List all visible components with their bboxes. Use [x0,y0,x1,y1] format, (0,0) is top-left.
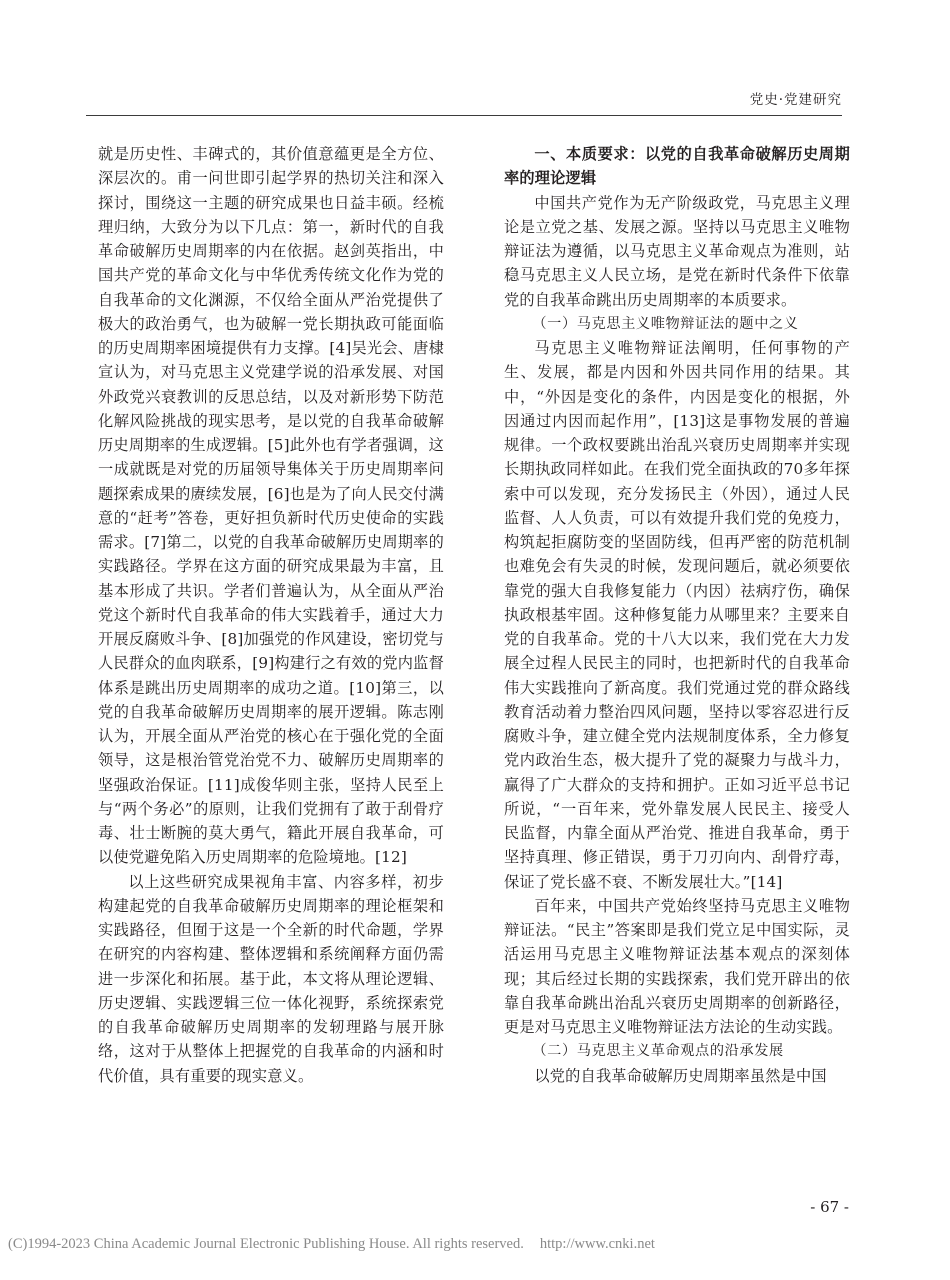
left-column [98,142,444,1088]
left-paragraph-2: 以上这些研究成果视角丰富、内容多样，初步构建起党的自我革命破解历史周期率的理论框架和实践路径，但囿于这是一个全新的时代命题，学界在研究的内容构建、整体逻辑和系统阐释方面仍需进一步深化和拓展。基于此，本文将从理论逻辑、历史逻辑、实践逻辑三位一体化视野，系统探索党的自我革命破解历史周期率的发轫理路与展开脉络，这对于从整体上把握党的自我革命的内涵和时代价值，具有重要的现实意义。 [98,872,444,1085]
copyright-footer [8,1236,655,1253]
website-link[interactable]: http://www.cnki.net [539,1236,655,1252]
copyright-text: (C)1994-2023 China Academic Journal Electronic Publishing House. All rights reserved. [8,1236,524,1252]
header-rule [86,115,842,116]
right-paragraph-3: 百年来，中国共产党始终坚持马克思主义唯物辩证法。“民主”答案即是我们党立足中国实际，灵活运用马克思主义唯物辩证法基本观点的深刻体现；其后经过长期的实践探索，我们党开辟出的依靠自我革命跳出治乱兴衰历史周期率的创新路径，更是对马克思主义唯物辩证法方法论的生动实践。 [504,896,850,1036]
right-paragraph-1: 中国共产党作为无产阶级政党，马克思主义理论是立党之基、发展之源。坚持以马克思主义唯物辩证法为遵循，以马克思主义革命观点为准则，站稳马克思主义人民立场，是党在新时代条件下依靠党的自我革命跳出历史周期率的本质要求。 [504,193,850,309]
right-paragraph-2: 马克思主义唯物辩证法阐明，任何事物的产生、发展，都是内因和外因共同作用的结果。其中，“外因是变化的条件，内因是变化的根据，外因通过内因而起作用”，[13]这是事物发展的普遍规律。一个政权要跳出治乱兴衰历史周期率并实现长期执政同样如此。在我们党全面执政的70多年探索中可以发现，充分发扬民主（外因），通过人民监督、人人负责，可以有效提升我们党的免疫力，构筑起拒腐防变的坚固防线，但再严密的防范机制也难免会有失灵的时候，发现问题后，就必须要依靠党的强大自我修复能力（内因）祛病疗伤，确保执政根基牢固。这种修复能力从哪里来？主要来自党的自我革命。党的十八大以来，我们党在大力发展全过程人民民主的同时，也把新时代的自我革命伟大实践推向了新高度。我们党通过党的群众路线教育活动着力整治四风问题，坚持以零容忍进行反腐败斗争，建立健全党内法规制度体系，全力修复党内政治生态，极大提升了党的凝聚力与战斗力，赢得了广大群众的支持和拥护。正如习近平总书记所说，“一百年来，党外靠发展人民民主、接受人民监督，内靠全面从严治党、推进自我革命，勇于坚持真理、修正错误，勇于刀刃向内、刮骨疗毒，保证了党长盛不衰、不断发展壮大。”[14] [504,339,850,891]
running-head: 党史·党建研究 [749,92,842,108]
left-paragraph-1: 就是历史性、丰碑式的，其价值意蕴更是全方位、深层次的。甫一问世即引起学界的热切关注和深入探讨，围绕这一主题的研究成果也日益丰硕。经梳理归纳，大致分为以下几点：第一，新时代的自我革命破解历史周期率的内在依据。赵剑英指出，中国共产党的革命文化与中华优秀传统文化作为党的自我革命的文化渊源，不仅给全面从严治党提供了极大的政治勇气，也为破解一党长期执政可能面临的历史周期率困境提供有力支撑。[4]吴光会、唐棣宣认为，对马克思主义党建学说的沿承发展、对国外政党兴衰教训的反思总结，以及对新形势下防范化解风险挑战的现实思考，是以党的自我革命破解历史周期率的生成逻辑。[5]此外也有学者强调，这一成就既是对党的历届领导集体关于历史周期率问题探索成果的赓续发展，[6]也是为了向人民交付满意的“赶考”答卷，更好担负新时代历史使命的实践需求。[7]第二，以党的自我革命破解历史周期率的实践路径。学界在这方面的研究成果最为丰富，且基本形成了共识。学者们普遍认为，从全面从严治党这个新时代自我革命的伟大实践着手，通过大力开展反腐败斗争、[8]加强党的作风建设，密切党与人民群众的血肉联系，[9]构建行之有效的党内监督体系是跳出历史周期率的成功之道。[10]第三，以党的自我革命破解历史周期率的展开逻辑。陈志刚认为，开展全面从严治党的核心在于强化党的全面领导，这是根治管党治党不力、破解历史周期率的坚强政治保证。[11]成俊华则主张，坚持人民至上与“两个务必”的原则，让我们党拥有了敢于刮骨疗毒、壮士断腕的莫大勇气，籍此开展自我革命，可以使党避免陷入历史周期率的危险境地。[12] [98,145,444,867]
subsection-heading-2: （二）马克思主义革命观点的沿承发展 [532,1043,784,1060]
right-paragraph-4: 以党的自我革命破解历史周期率虽然是中国 [534,1066,827,1085]
page-number: - 67 - [810,1198,849,1216]
section-heading-1: 一、本质要求：以党的自我革命破解历史周期率的理论逻辑 [504,145,850,188]
right-column [504,142,850,1088]
subsection-heading-1: （一）马克思主义唯物辩证法的题中之义 [532,315,799,332]
